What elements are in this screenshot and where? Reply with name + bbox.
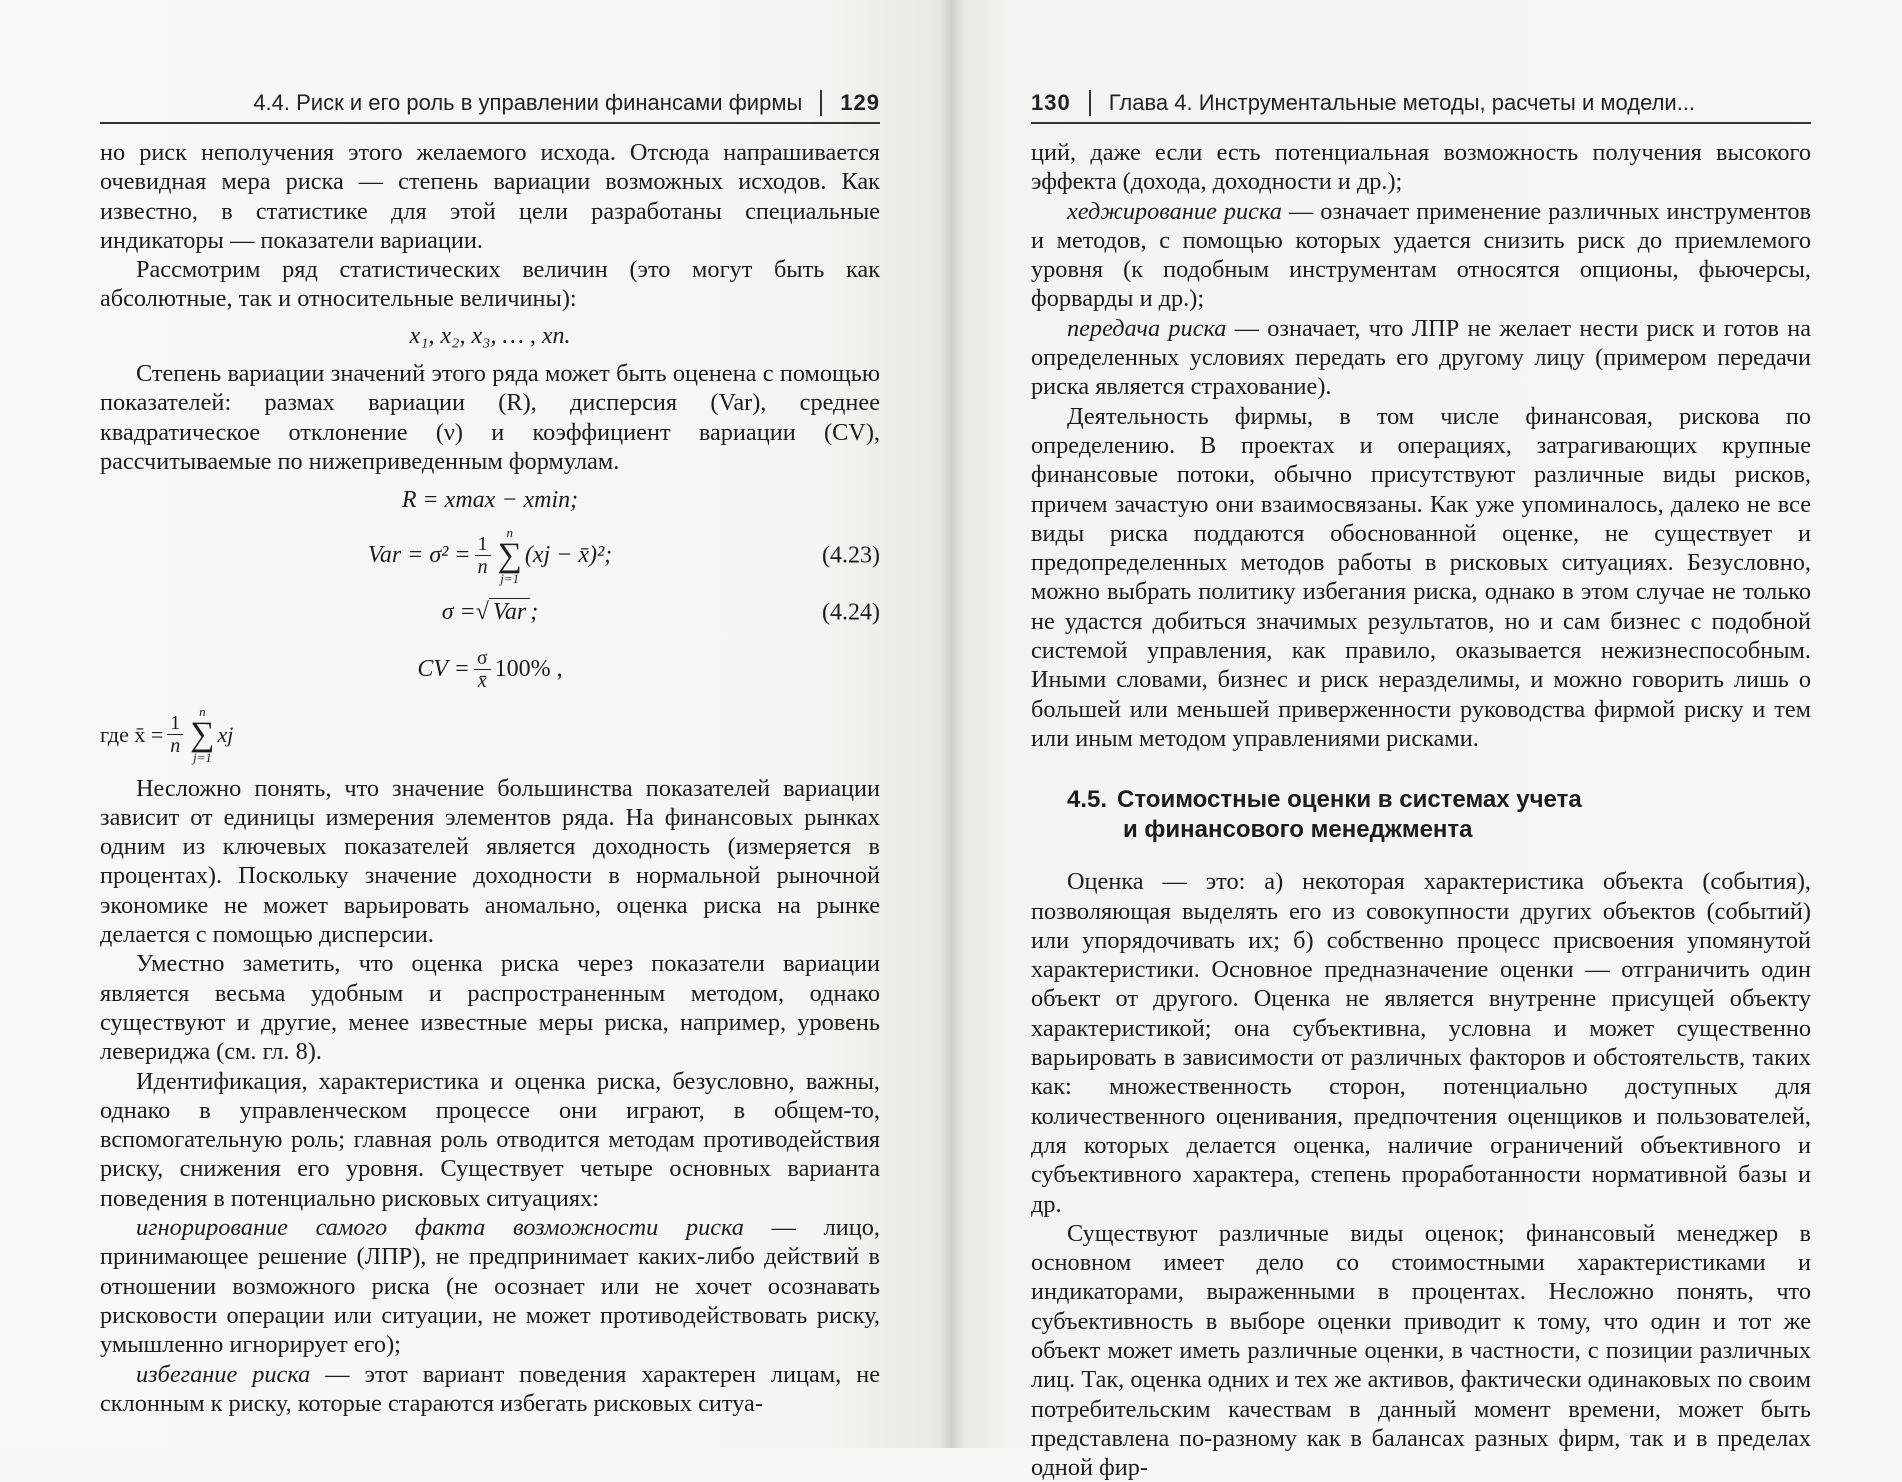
left-page — [0, 0, 951, 1448]
fraction: $\frac{1}{n}$ — [475, 533, 491, 578]
left-page-body — [100, 138, 880, 1418]
left-page-number: 129 — [840, 90, 880, 115]
term-italic: избегание риска — [136, 1360, 311, 1388]
sum-symbol: n ∑ j=1 — [190, 703, 215, 765]
paragraph: Деятельность фирмы, в том числе финансовая, рискова по определению. В проектах и операциях, затрагивающих крупные финансовые потоки, обычно присутствуют различные виды рисков, причем зачастую они взаимосвязаны. Как уже упоминалось, далеко не все виды риска поддаются обоснованной оценке, не существует и предопределенных методов работы в рисковых ситуациях. Безусловно, можно выбрать политику избегания риска, однако в этом случае не только не удастся добиться значимых результатов, но и сам бизнес с подобной системой управления, как правило, оказывается нежизнеспособным. Иными словами, бизнес и риск неразделимы, и можно говорить лишь о большей или меньшей приверженности руководства фирмой риску и тем или иным методом управлениями рисками. — [1031, 402, 1811, 752]
paragraph: но риск неполучения этого желаемого исхода. Отсюда напрашивается очевидная мера риска — степень вариации возможных исходов. Как известно, в статистике для этой цели разработаны специальные индикаторы — показатели вариации. — [100, 139, 880, 254]
mean-definition: где x̄ = $\frac{1}{n}$ n ∑ j=1 xj — [100, 703, 234, 765]
sum-symbol: n ∑ j=1 — [497, 524, 522, 586]
section-number: 4.5. — [1067, 786, 1108, 814]
paragraph: Несложно понять, что значение большинства показателей вариации зависит от единицы измерения элементов ряда. На финансовых рынках одним из ключевых показателей является доходность (измеряется в процентах). Поскольку значение доходности в нормальной рыночной экономике не может варьировать аномально, оценка риска на рынке делается с помощью дисперсии. — [100, 774, 880, 949]
right-page — [951, 0, 1902, 1482]
square-root: √ Var — [476, 598, 531, 627]
paragraph: передача риска — означает, что ЛПР не желает нести риск и готов на определенных условиях передать его другому лицу (примером передачи риска является страхование). — [1031, 314, 1811, 401]
paragraph: избегание риска — этот вариант поведения характерен лицам, не склонным к риску, которые стараются избегать рисковых ситуа- — [100, 1360, 880, 1417]
cv-formula: CV = $\frac{\sigma}{x̄}$ 100% , — [417, 647, 563, 693]
term-italic: хеджирование риска — [1067, 197, 1282, 225]
paragraph: Идентификация, характеристика и оценка риска, безусловно, важны, однако в управленческом процессе они играют, в общем-то, вспомогательную роль; главная роль отводится методам противодействия риску, снижения его уровня. Существует четыре основных варианта поведения в потенциально рисковых ситуациях: — [100, 1067, 880, 1212]
section-title-line1: Стоимостные оценки в системах учета — [1117, 786, 1582, 814]
paragraph: Уместно заметить, что оценка риска через показатели вариации является весьма удобным и распространенным методом, однако существуют и другие, менее известные меры риска, например, уровень левериджа (см. гл. 8). — [100, 950, 880, 1066]
left-header-title: 4.4. Риск и его роль в управлении финансами фирмы — [253, 90, 803, 115]
left-running-header — [100, 84, 880, 124]
paragraph: хеджирование риска — означает применение различных инструментов и методов, с помощью которых удается снизить риск до приемлемого уровня (к подобным инструментам относятся опционы, фьючерсы, форварды и др.); — [1031, 197, 1811, 313]
sigma-formula: σ = √ Var ; (4.24) — [100, 588, 880, 638]
variance-formula: Var = σ² = $\frac{1}{n}$ n ∑ j=1 (xj − x̄)²; (4.23) — [367, 524, 880, 586]
header-separator — [820, 90, 822, 116]
right-header-title: Глава 4. Инструментальные методы, расчеты и модели... — [1108, 90, 1696, 115]
paragraph: Рассмотрим ряд статистических величин (это могут быть как абсолютные, так и относительные величины): — [100, 256, 880, 313]
section-heading — [1067, 785, 1811, 845]
paragraph: ций, даже если есть потенциальная возможность получения высокого эффекта (дохода, доходности и др.); — [1031, 139, 1811, 196]
paragraph: Оценка — это: а) некоторая характеристика объекта (события), позволяющая выделять его из совокупности других объектов (событий) или упорядочивать их; б) собственно процесс присвоения упомянутой характеристики. Основное предназначение оценки — отграничить один объект от другого. Оценка не является внутренне присущей объекту характеристикой; она субъективна, условна и может существенно варьировать в зависимости от различных факторов и обстоятельств, таких как: множественность сторон, потенциально доступных для количественного оценивания, предпочтения оценщиков и пользователей, для которых делается оценка, наличие ограничений объективного и субъективного характера, степень проработанности нормативной базы и др. — [1031, 868, 1811, 1218]
fraction: $\frac{1}{n}$ — [167, 712, 183, 757]
right-page-body — [1031, 138, 1811, 1482]
right-page-number: 130 — [1031, 90, 1071, 115]
term-italic: игнорирование самого факта возможности риска — [136, 1214, 744, 1242]
equation-number: (4.24) — [822, 598, 880, 625]
right-running-header — [1031, 84, 1811, 124]
book-gutter — [938, 0, 964, 1448]
range-formula: R = xmax − xmin; — [401, 487, 579, 514]
fraction: $\frac{\sigma}{x̄}$ — [474, 647, 491, 692]
paragraph: игнорирование самого факта возможности риска — лицо, принимающее решение (ЛПР), не предпринимает каких-либо действий в отношении возможного риска (не осознает или не хочет осознавать рисковости операции или ситуации, не может противодействовать риску, умышленно игнорирует его); — [100, 1214, 880, 1359]
section-title-line2: и финансового менеджмента — [1123, 816, 1473, 844]
paragraph: Существуют различные виды оценок; финансовый менеджер в основном имеет дело со стоимостными характеристиками и индикаторами, выраженными в процентах. Несложно понять, что субъективность в выборе оценки приводит к тому, что один и тот же объект может иметь различные оценки, в частности, с позиции различных лиц. Так, оценка одних и тех же активов, фактически одинаковых по своим потребительским качествам в данный момент времени, может быть представлена по-разному как в балансах разных фирм, так и в пределах одной фир- — [1031, 1219, 1811, 1482]
paragraph: Степень вариации значений этого ряда может быть оценена с помощью показателей: размах вариации (R), дисперсия (Var), среднее квадратическое отклонение (ν) и коэффициент вариации (CV), рассчитываемые по нижеприведенным формулам. — [100, 360, 880, 475]
header-separator — [1089, 90, 1091, 116]
equation-number: (4.23) — [822, 541, 880, 568]
term-italic: передача риска — [1067, 314, 1227, 342]
series-formula: x₁, x₂, x₃, … , xn. — [409, 322, 571, 349]
